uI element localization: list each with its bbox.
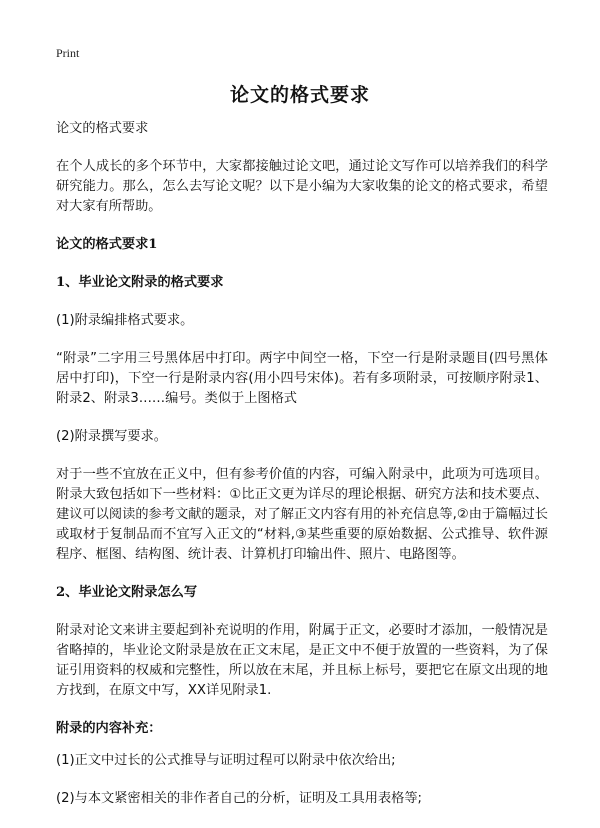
supplement-heading: 附录的内容补充： [56,721,162,736]
section1-2-text: 附录对论文来讲主要起到补充说明的作用，附属于正文，必要时才添加，一般情况是省略掉的，毕业论文附录是放在正文末尾，是正文中不便于放置的一些资料，为了保证引用资料的权威和完整性，所以放在末尾，并且标上标号，要把它在原文出现的地方找到，在原文中写，XX详见附录1. [56,623,548,698]
item2-text: 对于一些不宜放在正义中，但有参考价值的内容，可编入附录中，此项为可选项目。附录大致包括如下一些材料：①比正文更为详尽的理论根据、研究方法和技术要点、建议可以阅读的参考文献的题录，对了解正文内容有用的补充信息等,②由于篇幅过长或取材于复制品而不宜写入正文的“材料,③某些重要的原始数据、公式推导、软件源程序、框图、结构图、统计表、计算机打印输出件、照片、电路图等。 [56,467,548,562]
supplement-item-2: (2)与本文紧密相关的非作者自己的分析，证明及工具用表格等; [56,791,422,806]
section1-heading: 论文的格式要求1 [56,237,158,252]
document-body [56,119,548,827]
document-title: 论文的格式要求 [229,84,370,106]
item1-text: “附录”二字用三号黑体居中打印。两字中间空一格，下空一行是附录题目(四号黑体居中打印)，下空一行是附录内容(用小四号宋体)。若有多项附录，可按顺序附录1、附录2、附录3……编号。类似于上图格式 [56,351,548,406]
section1-1-heading: 1、毕业论文附录的格式要求 [56,275,224,290]
intro-paragraph: 在个人成长的多个环节中，大家都接触过论文吧，通过论文写作可以培养我们的科学研究能力。那么，怎么去写论文呢？以下是小编为大家收集的论文的格式要求，希望对大家有所帮助。 [56,159,548,214]
item1-label: (1)附录编排格式要求。 [56,313,194,328]
print-label: Print [56,46,80,60]
section1-2-heading: 2、毕业论文附录怎么写 [56,585,198,600]
item2-label: (2)附录撰写要求。 [56,429,167,444]
supplement-item-1: (1)正文中过长的公式推导与证明过程可以附录中依次给出; [56,753,396,768]
document-subtitle: 论文的格式要求 [56,121,149,136]
